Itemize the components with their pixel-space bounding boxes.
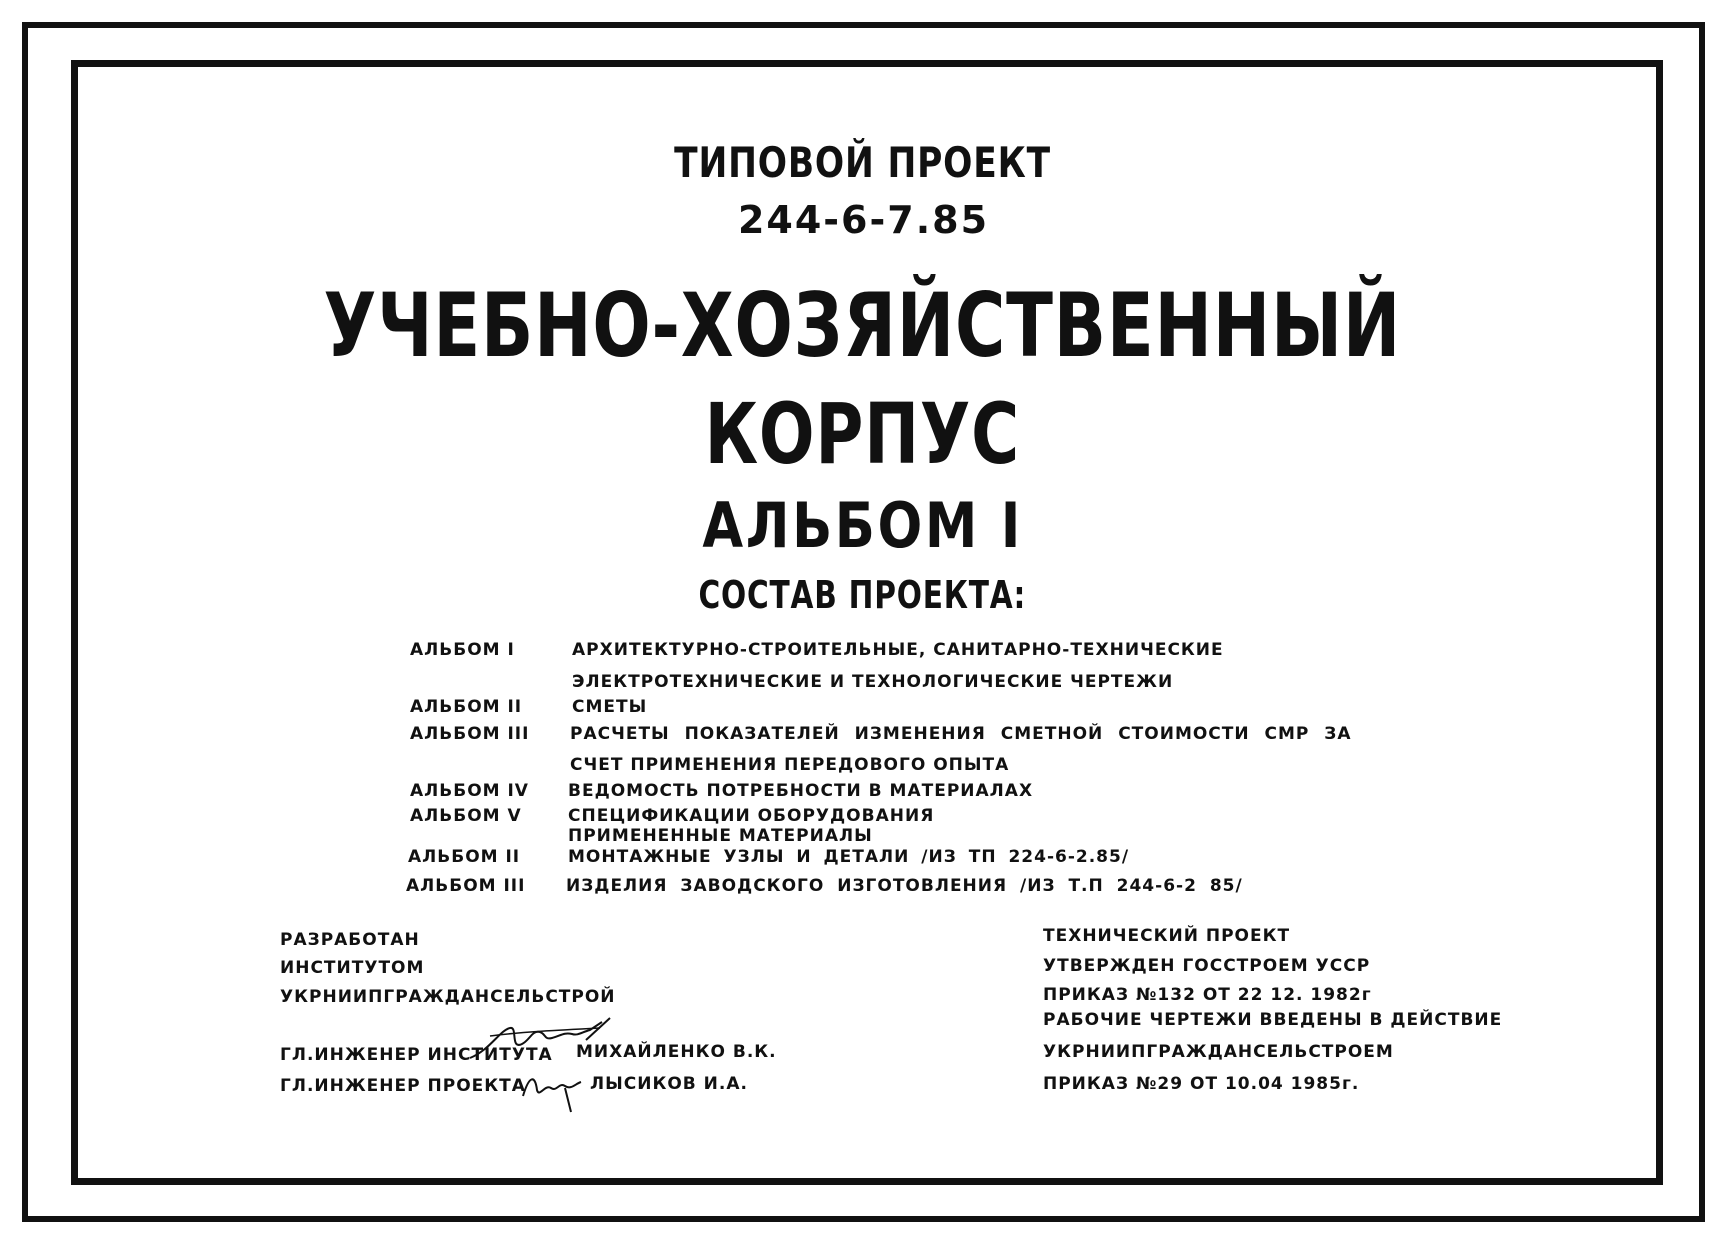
album-label: АЛЬБОМ IV [410,781,529,801]
album-description: ПРИМЕНЕННЫЕ МАТЕРИАЛЫ [568,826,873,846]
signature-chief-engineer-institute [460,1010,620,1070]
chief-engineer-project-label: ГЛ.ИНЖЕНЕР ПРОЕКТА [280,1076,526,1096]
approval-order: ПРИКАЗ №29 ОТ 10.04 1985г. [1043,1074,1360,1094]
album-description: ИЗДЕЛИЯ ЗАВОДСКОГО ИЗГОТОВЛЕНИЯ /ИЗ Т.П 244-6-2 85/ [566,876,1243,896]
approval-line: РАБОЧИЕ ЧЕРТЕЖИ ВВЕДЕНЫ В ДЕЙСТВИЕ [1043,1010,1503,1030]
title-line-1: УЧЕБНО-ХОЗЯЙСТВЕННЫЙ [323,274,1402,377]
title-line-2: КОРПУС [704,385,1020,483]
developer-institute: УКРНИИПГРАЖДАНСЕЛЬСТРОЙ [280,987,616,1007]
album-label: АЛЬБОМ III [406,876,526,896]
album-description: СМЕТЫ [572,697,648,717]
approval-line: УТВЕРЖДЕН ГОССТРОЕМ УССР [1043,956,1371,976]
typical-project-label: ТИПОВОЙ ПРОЕКТ [674,138,1051,187]
approval-line: УКРНИИПГРАЖДАНСЕЛЬСТРОЕМ [1043,1042,1394,1062]
album-label: АЛЬБОМ I [410,640,515,660]
developer-line: РАЗРАБОТАН [280,930,420,950]
chief-engineer-institute-name: МИХАЙЛЕНКО В.К. [576,1042,777,1062]
album-label: АЛЬБОМ II [408,847,521,867]
album-description: ВЕДОМОСТЬ ПОТРЕБНОСТИ В МАТЕРИАЛАХ [568,781,1034,801]
album-description: СЧЕТ ПРИМЕНЕНИЯ ПЕРЕДОВОГО ОПЫТА [570,755,1010,775]
album-label: АЛЬБОМ III [410,724,530,744]
album-title: АЛЬБОМ I [702,489,1023,562]
album-description: АРХИТЕКТУРНО-СТРОИТЕЛЬНЫЕ, САНИТАРНО-ТЕХНИЧЕСКИЕ [572,640,1224,660]
approval-line: ТЕХНИЧЕСКИЙ ПРОЕКТ [1043,926,1291,946]
chief-engineer-institute-label: ГЛ.ИНЖЕНЕР ИНСТИТУТА [280,1045,553,1065]
album-description: РАСЧЕТЫ ПОКАЗАТЕЛЕЙ ИЗМЕНЕНИЯ СМЕТНОЙ СТОИМОСТИ СМР ЗА [570,724,1352,744]
album-description: СПЕЦИФИКАЦИИ ОБОРУДОВАНИЯ [568,806,935,826]
developer-line: ИНСТИТУТОМ [280,958,425,978]
album-description: ЭЛЕКТРОТЕХНИЧЕСКИЕ И ТЕХНОЛОГИЧЕСКИЕ ЧЕРТЕЖИ [572,672,1174,692]
album-label: АЛЬБОМ V [410,806,522,826]
signature-chief-engineer-project [515,1066,595,1116]
album-description: МОНТАЖНЫЕ УЗЛЫ И ДЕТАЛИ /ИЗ ТП 224-6-2.85/ [568,847,1130,867]
approval-order: ПРИКАЗ №132 ОТ 22 12. 1982г [1043,985,1372,1005]
composition-heading: СОСТАВ ПРОЕКТА: [698,573,1027,617]
album-label: АЛЬБОМ II [410,697,523,717]
chief-engineer-project-name: ЛЫСИКОВ И.А. [590,1074,748,1094]
project-code: 244-6-7.85 [737,198,990,242]
